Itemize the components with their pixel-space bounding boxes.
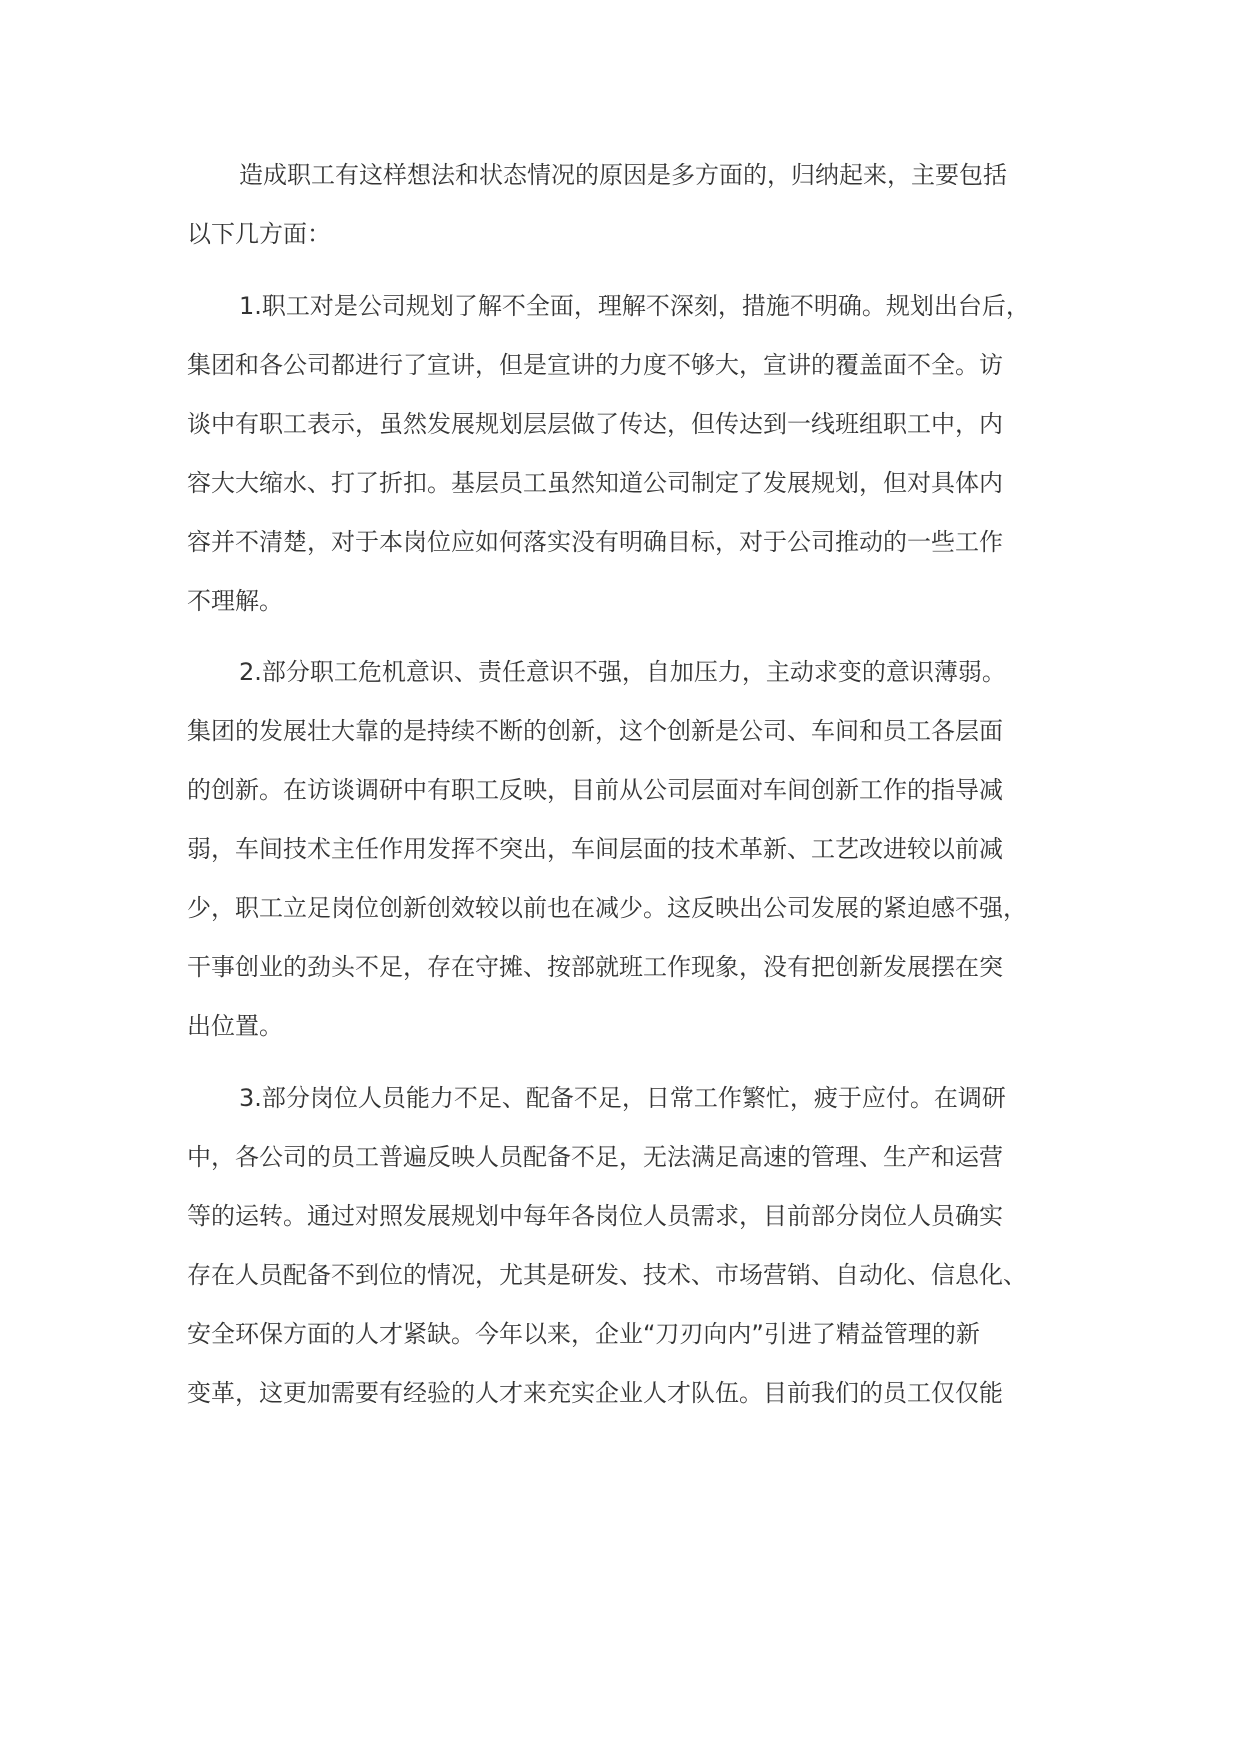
paragraph-line: 以下几方面： (187, 220, 331, 248)
paragraph-line: 等的运转。通过对照发展规划中每年各岗位人员需求，目前部分岗位人员确实 (187, 1202, 1003, 1230)
paragraph-line: 集团和各公司都进行了宣讲，但是宣讲的力度不够大，宣讲的覆盖面不全。访 (187, 351, 1003, 379)
paragraph-line: 存在人员配备不到位的情况，尤其是研发、技术、市场营销、自动化、信息化、 (187, 1261, 1027, 1289)
paragraph-line: 出位置。 (187, 1012, 283, 1040)
paragraph-line: 3.部分岗位人员能力不足、配备不足，日常工作繁忙，疲于应付。在调研 (239, 1084, 1006, 1112)
paragraph-line: 集团的发展壮大靠的是持续不断的创新，这个创新是公司、车间和员工各层面 (187, 717, 1003, 745)
paragraph-line: 容大大缩水、打了折扣。基层员工虽然知道公司制定了发展规划，但对具体内 (187, 469, 1003, 497)
paragraph-line: 容并不清楚，对于本岗位应如何落实没有明确目标，对于公司推动的一些工作 (187, 528, 1003, 556)
paragraph-line: 造成职工有这样想法和状态情况的原因是多方面的，归纳起来，主要包括 (239, 161, 1007, 189)
paragraph-line: 安全环保方面的人才紧缺。今年以来，企业“刀刃向内”引进了精益管理的新 (187, 1320, 980, 1348)
paragraph-line: 的创新。在访谈调研中有职工反映，目前从公司层面对车间创新工作的指导减 (187, 776, 1003, 804)
paragraph-line: 1.职工对是公司规划了解不全面，理解不深刻，措施不明确。规划出台后， (239, 292, 1030, 320)
paragraph-line: 干事创业的劲头不足，存在守摊、按部就班工作现象，没有把创新发展摆在突 (187, 953, 1003, 981)
paragraph-line: 弱，车间技术主任作用发挥不突出，车间层面的技术革新、工艺改进较以前减 (187, 835, 1003, 863)
paragraph-line: 中，各公司的员工普遍反映人员配备不足，无法满足高速的管理、生产和运营 (187, 1143, 1003, 1171)
paragraph-line: 谈中有职工表示，虽然发展规划层层做了传达，但传达到一线班组职工中，内 (187, 410, 1003, 438)
paragraph-line: 变革，这更加需要有经验的人才来充实企业人才队伍。目前我们的员工仅仅能 (187, 1379, 1003, 1407)
paragraph-line: 少，职工立足岗位创新创效较以前也在减少。这反映出公司发展的紧迫感不强， (187, 894, 1027, 922)
paragraph-line: 不理解。 (187, 587, 283, 615)
paragraph-line: 2.部分职工危机意识、责任意识不强，自加压力，主动求变的意识薄弱。 (239, 658, 1006, 686)
